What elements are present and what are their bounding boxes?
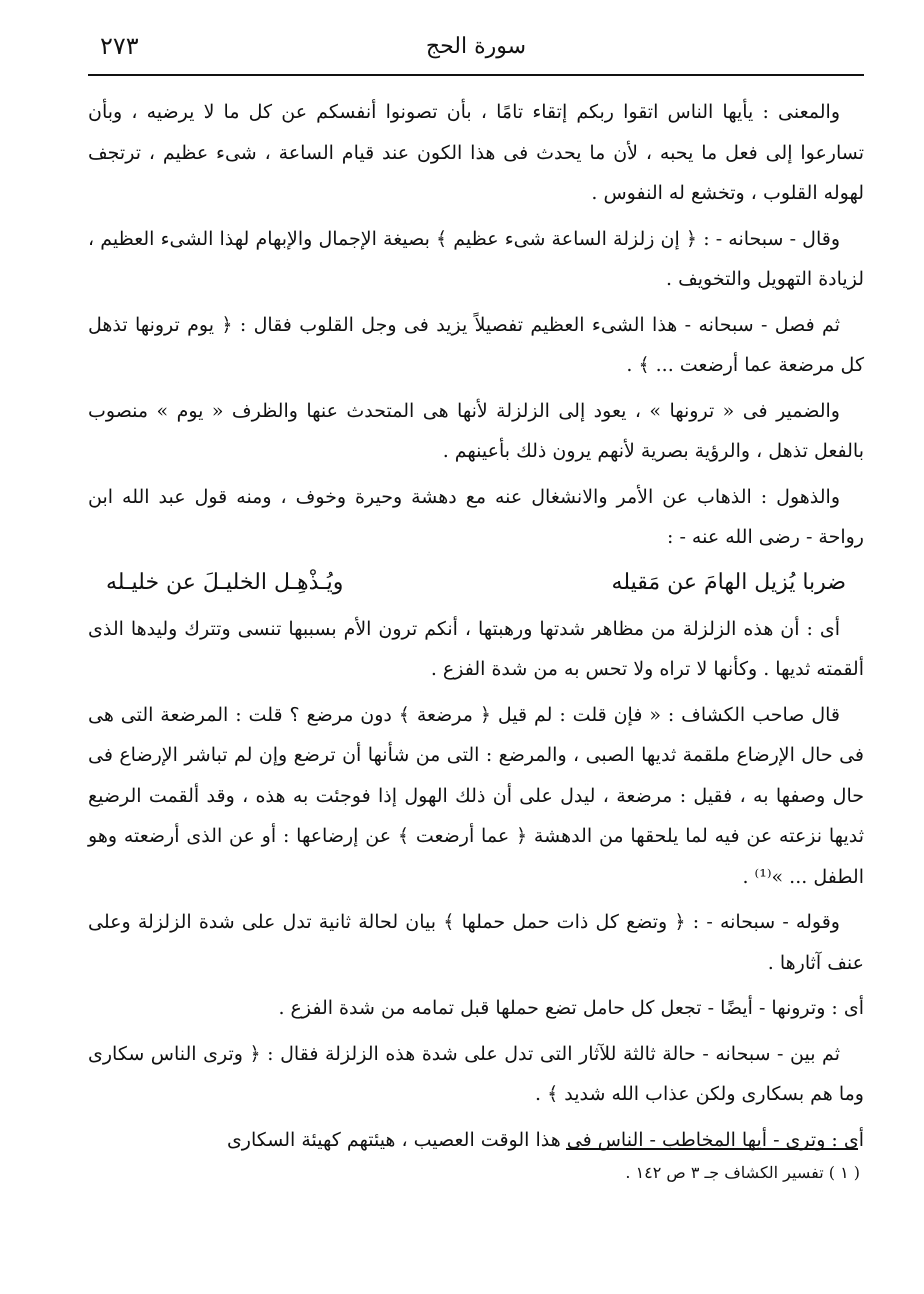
verse-first-hemistich: ضربا يُزيل الهامَ عن مَقيله xyxy=(611,569,846,595)
paragraph: وقوله - سبحانه - : ﴿ وتضع كل ذات حمل حملها ﴾ بيان لحالة ثانية تدل على شدة الزلزلة وعلى عنف آثارها . xyxy=(88,911,864,974)
paragraph: أى : وترى - أيها المخاطب - الناس فى هذا الوقت العصيب ، هيئتهم كهيئة السكارى xyxy=(226,1128,864,1151)
footnote: ( ١ ) تفسير الكشاف جـ ٣ ص ١٤٢ . xyxy=(625,1163,860,1182)
main-text xyxy=(88,92,864,1165)
paragraph: والذهول : الذهاب عن الأمر والانشغال عنه مع دهشة وحيرة وخوف ، ومنه قول عبد الله ابن رواحة - رضى الله عنه - : xyxy=(88,485,864,548)
poetry-verse xyxy=(88,563,864,603)
paragraph: أى : وترونها - أيضًا - تجعل كل حامل تضع حملها قبل تمامه من شدة الفزع . xyxy=(278,997,864,1019)
paragraph: وقال - سبحانه - : ﴿ إن زلزلة الساعة شىء عظيم ﴾ بصيغة الإجمال والإبهام لهذا الشىء العظيم ، لزيادة التهويل والتخويف . xyxy=(88,227,864,290)
surah-title: سورة الحج xyxy=(425,34,527,59)
paragraph: والمعنى : يأيها الناس اتقوا ربكم إتقاء تامًا ، بأن تصونوا أنفسكم عن كل ما لا يرضيه ، وبأن تسارعوا إلى فعل ما يحبه ، لأن ما يحدث فى هذا الكون عند قيام الساعة ، شىء عظيم ، ترتجف لهوله القلوب ، وتخشع له النفوس . xyxy=(88,101,864,204)
paragraph: ثم بين - سبحانه - حالة ثالثة للآثار التى تدل على شدة هذه الزلزلة فقال : ﴿ وترى الناس سكارى وما هم بسكارى ولكن عذاب الله شديد ﴾ . xyxy=(88,1042,864,1105)
verse-second-hemistich: ويُـذْهِـل الخليـلَ عن خليـله xyxy=(106,569,344,595)
page-number: ٢٧٣ xyxy=(100,32,139,60)
paragraph: أى : أن هذه الزلزلة من مظاهر شدتها ورهبتها ، أنكم ترون الأم بسببها تنسى وتترك وليدها الذى ألقمته ثديها . وكأنها لا تراه ولا تحس به من شدة الفزع . xyxy=(88,617,864,680)
paragraph: قال صاحب الكشاف : « فإن قلت : لم قيل ﴿ مرضعة ﴾ دون مرضع ؟ قلت : المرضعة التى هى فى حال الإرضاع ملقمة ثديها الصبى ، والمرضع : التى من شأنها أن ترضع وإن لم تباشر الإرضاع فى حال وصفها به ، فقيل : مرضعة ، ليدل على أن ذلك الهول إذا فوجئت به هذه ، وقد ألقمت الرضيع ثديها نزعته عن فيه لما يلحقها من الدهشة ﴿ عما أرضعت ﴾ عن إرضاعها : أو عن الذى أرضعته وهو الطفل ... »⁽¹⁾ . xyxy=(88,703,864,888)
paragraph: والضمير فى « ترونها » ، يعود إلى الزلزلة لأنها هى المتحدث عنها والظرف « يوم » منصوب بالفعل تذهل ، والرؤية بصرية لأنهم يرون ذلك بأعينهم . xyxy=(88,399,864,462)
footnote-divider xyxy=(566,1148,858,1150)
paragraph: ثم فصل - سبحانه - هذا الشىء العظيم تفصيلاً يزيد فى وجل القلوب فقال : ﴿ يوم ترونها تذهل كل مرضعة عما أرضعت ... ﴾ . xyxy=(88,313,864,376)
header-divider xyxy=(88,74,864,76)
page-header xyxy=(88,28,864,72)
